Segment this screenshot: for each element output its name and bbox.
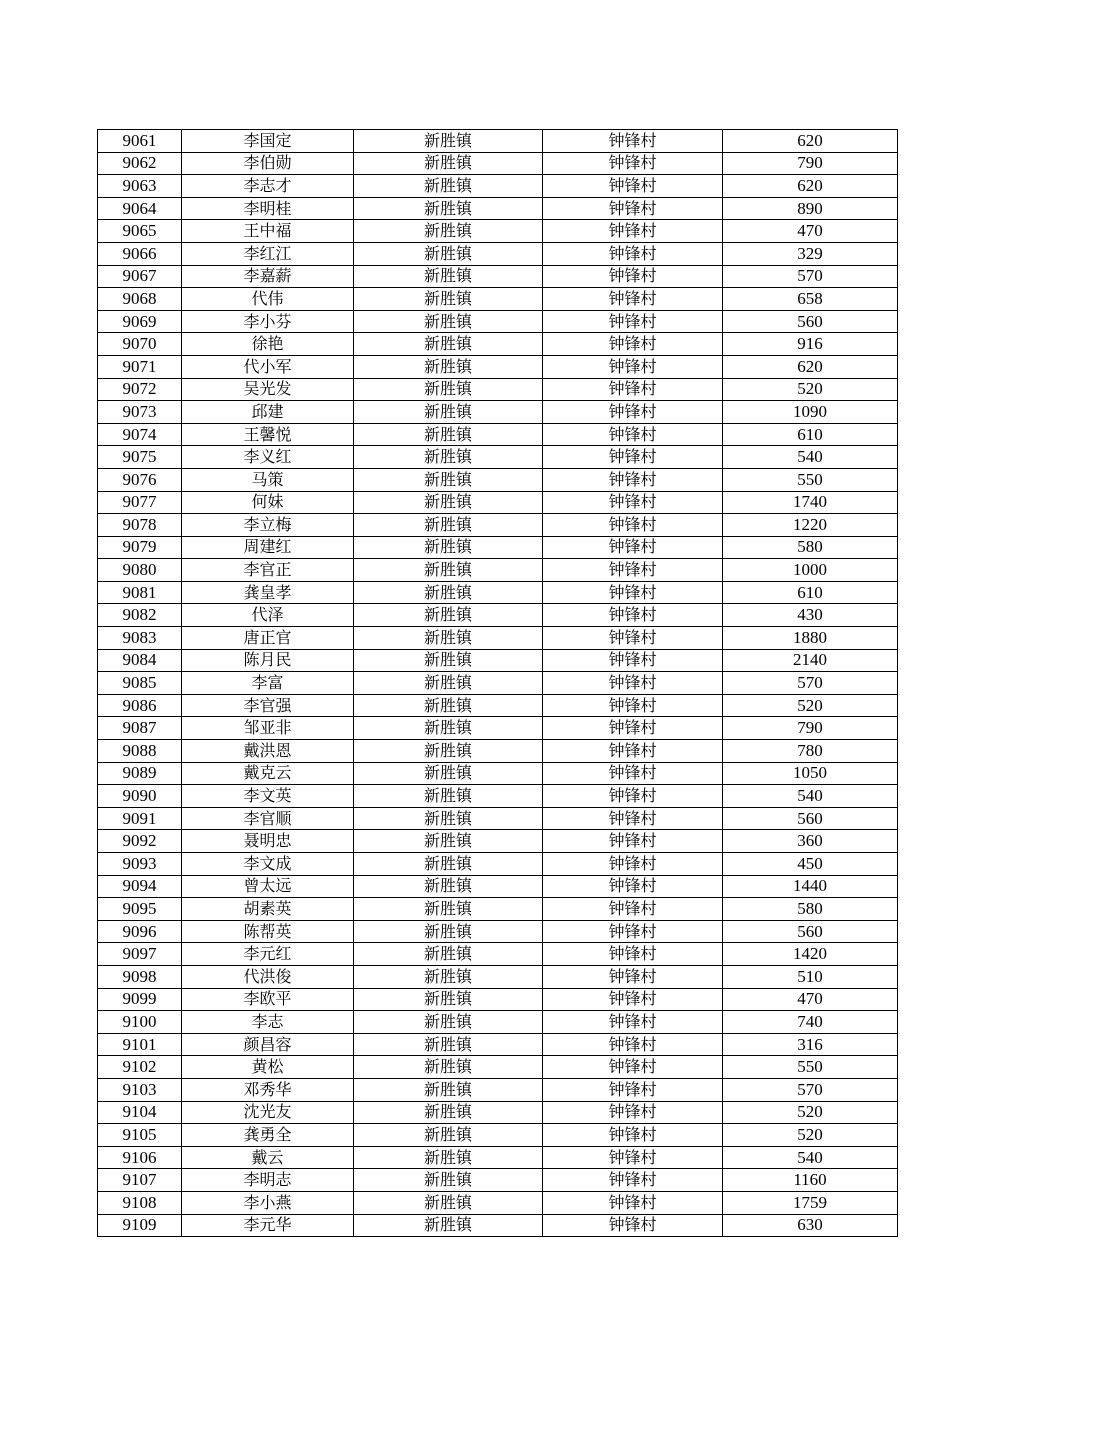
table-row — [98, 378, 898, 401]
row-village-cell: 钟锋村 — [543, 920, 723, 943]
row-village-cell: 钟锋村 — [543, 965, 723, 988]
row-town-cell: 新胜镇 — [354, 965, 543, 988]
row-town-cell: 新胜镇 — [354, 581, 543, 604]
row-amount-cell: 570 — [723, 265, 898, 288]
row-name-cell: 李官强 — [182, 694, 354, 717]
row-town-cell: 新胜镇 — [354, 1191, 543, 1214]
row-village-cell: 钟锋村 — [543, 943, 723, 966]
row-amount-cell: 1759 — [723, 1191, 898, 1214]
row-amount-cell: 1420 — [723, 943, 898, 966]
row-amount-cell: 430 — [723, 604, 898, 627]
row-town-cell: 新胜镇 — [354, 1056, 543, 1079]
row-amount-cell: 780 — [723, 740, 898, 763]
row-id-cell: 9070 — [98, 333, 182, 356]
row-town-cell: 新胜镇 — [354, 1124, 543, 1147]
table-row — [98, 830, 898, 853]
row-id-cell: 9078 — [98, 514, 182, 537]
row-name-cell: 徐艳 — [182, 333, 354, 356]
row-amount-cell: 1050 — [723, 762, 898, 785]
row-town-cell: 新胜镇 — [354, 559, 543, 582]
row-amount-cell: 1090 — [723, 401, 898, 424]
table-row — [98, 694, 898, 717]
row-town-cell: 新胜镇 — [354, 1101, 543, 1124]
row-id-cell: 9093 — [98, 853, 182, 876]
row-name-cell: 戴云 — [182, 1146, 354, 1169]
row-village-cell: 钟锋村 — [543, 1101, 723, 1124]
row-town-cell: 新胜镇 — [354, 943, 543, 966]
table-row — [98, 875, 898, 898]
row-town-cell: 新胜镇 — [354, 175, 543, 198]
row-amount-cell: 560 — [723, 920, 898, 943]
row-village-cell: 钟锋村 — [543, 491, 723, 514]
row-amount-cell: 916 — [723, 333, 898, 356]
row-name-cell: 陈帮英 — [182, 920, 354, 943]
table-row — [98, 288, 898, 311]
row-village-cell: 钟锋村 — [543, 1078, 723, 1101]
row-town-cell: 新胜镇 — [354, 1078, 543, 1101]
row-village-cell: 钟锋村 — [543, 288, 723, 311]
roster-table — [97, 129, 898, 1237]
row-amount-cell: 1220 — [723, 514, 898, 537]
row-id-cell: 9062 — [98, 152, 182, 175]
row-amount-cell: 540 — [723, 785, 898, 808]
row-town-cell: 新胜镇 — [354, 830, 543, 853]
row-town-cell: 新胜镇 — [354, 468, 543, 491]
row-name-cell: 李官顺 — [182, 807, 354, 830]
row-town-cell: 新胜镇 — [354, 740, 543, 763]
row-amount-cell: 550 — [723, 468, 898, 491]
table-row — [98, 130, 898, 153]
row-id-cell: 9074 — [98, 423, 182, 446]
table-row — [98, 740, 898, 763]
row-id-cell: 9092 — [98, 830, 182, 853]
roster-table-body — [98, 130, 898, 1237]
table-row — [98, 1146, 898, 1169]
row-village-cell: 钟锋村 — [543, 672, 723, 695]
table-row — [98, 1033, 898, 1056]
row-name-cell: 王馨悦 — [182, 423, 354, 446]
table-row — [98, 988, 898, 1011]
row-village-cell: 钟锋村 — [543, 559, 723, 582]
row-name-cell: 聂明忠 — [182, 830, 354, 853]
row-amount-cell: 360 — [723, 830, 898, 853]
row-id-cell: 9108 — [98, 1191, 182, 1214]
row-name-cell: 李明桂 — [182, 197, 354, 220]
table-row — [98, 175, 898, 198]
row-name-cell: 何妹 — [182, 491, 354, 514]
row-name-cell: 李志 — [182, 1011, 354, 1034]
row-id-cell: 9071 — [98, 355, 182, 378]
row-village-cell: 钟锋村 — [543, 310, 723, 333]
table-row — [98, 220, 898, 243]
table-row — [98, 152, 898, 175]
row-village-cell: 钟锋村 — [543, 265, 723, 288]
row-name-cell: 李文成 — [182, 853, 354, 876]
row-amount-cell: 520 — [723, 1101, 898, 1124]
row-amount-cell: 630 — [723, 1214, 898, 1237]
row-id-cell: 9102 — [98, 1056, 182, 1079]
row-id-cell: 9104 — [98, 1101, 182, 1124]
table-row — [98, 468, 898, 491]
row-id-cell: 9072 — [98, 378, 182, 401]
row-name-cell: 代洪俊 — [182, 965, 354, 988]
row-id-cell: 9086 — [98, 694, 182, 717]
table-row — [98, 649, 898, 672]
row-village-cell: 钟锋村 — [543, 581, 723, 604]
row-name-cell: 李小燕 — [182, 1191, 354, 1214]
row-amount-cell: 620 — [723, 130, 898, 153]
table-row — [98, 965, 898, 988]
row-id-cell: 9068 — [98, 288, 182, 311]
table-row — [98, 1078, 898, 1101]
row-village-cell: 钟锋村 — [543, 152, 723, 175]
row-town-cell: 新胜镇 — [354, 649, 543, 672]
row-id-cell: 9061 — [98, 130, 182, 153]
row-name-cell: 戴克云 — [182, 762, 354, 785]
row-amount-cell: 620 — [723, 175, 898, 198]
table-row — [98, 1011, 898, 1034]
row-town-cell: 新胜镇 — [354, 898, 543, 921]
row-town-cell: 新胜镇 — [354, 423, 543, 446]
row-village-cell: 钟锋村 — [543, 1124, 723, 1147]
row-name-cell: 黄松 — [182, 1056, 354, 1079]
row-id-cell: 9084 — [98, 649, 182, 672]
row-id-cell: 9087 — [98, 717, 182, 740]
table-row — [98, 333, 898, 356]
row-id-cell: 9091 — [98, 807, 182, 830]
row-village-cell: 钟锋村 — [543, 604, 723, 627]
row-village-cell: 钟锋村 — [543, 401, 723, 424]
row-village-cell: 钟锋村 — [543, 875, 723, 898]
row-village-cell: 钟锋村 — [543, 130, 723, 153]
table-row — [98, 1056, 898, 1079]
row-village-cell: 钟锋村 — [543, 468, 723, 491]
row-amount-cell: 316 — [723, 1033, 898, 1056]
table-row — [98, 581, 898, 604]
row-id-cell: 9081 — [98, 581, 182, 604]
row-town-cell: 新胜镇 — [354, 288, 543, 311]
table-row — [98, 672, 898, 695]
row-id-cell: 9069 — [98, 310, 182, 333]
row-name-cell: 李欧平 — [182, 988, 354, 1011]
row-village-cell: 钟锋村 — [543, 1169, 723, 1192]
row-name-cell: 颜昌容 — [182, 1033, 354, 1056]
row-id-cell: 9094 — [98, 875, 182, 898]
row-town-cell: 新胜镇 — [354, 672, 543, 695]
row-village-cell: 钟锋村 — [543, 536, 723, 559]
row-name-cell: 邓秀华 — [182, 1078, 354, 1101]
row-town-cell: 新胜镇 — [354, 875, 543, 898]
row-village-cell: 钟锋村 — [543, 740, 723, 763]
row-id-cell: 9066 — [98, 242, 182, 265]
row-amount-cell: 1000 — [723, 559, 898, 582]
row-town-cell: 新胜镇 — [354, 762, 543, 785]
row-name-cell: 马策 — [182, 468, 354, 491]
row-amount-cell: 2140 — [723, 649, 898, 672]
table-row — [98, 762, 898, 785]
row-village-cell: 钟锋村 — [543, 627, 723, 650]
row-name-cell: 唐正官 — [182, 627, 354, 650]
row-id-cell: 9064 — [98, 197, 182, 220]
row-amount-cell: 510 — [723, 965, 898, 988]
row-town-cell: 新胜镇 — [354, 152, 543, 175]
table-row — [98, 446, 898, 469]
row-name-cell: 代小军 — [182, 355, 354, 378]
row-id-cell: 9080 — [98, 559, 182, 582]
row-name-cell: 龚勇全 — [182, 1124, 354, 1147]
row-name-cell: 李富 — [182, 672, 354, 695]
row-id-cell: 9075 — [98, 446, 182, 469]
row-name-cell: 陈月民 — [182, 649, 354, 672]
row-town-cell: 新胜镇 — [354, 378, 543, 401]
row-amount-cell: 470 — [723, 988, 898, 1011]
row-amount-cell: 658 — [723, 288, 898, 311]
row-village-cell: 钟锋村 — [543, 1056, 723, 1079]
table-row — [98, 310, 898, 333]
row-name-cell: 龚皇孝 — [182, 581, 354, 604]
table-row — [98, 242, 898, 265]
table-row — [98, 536, 898, 559]
row-id-cell: 9096 — [98, 920, 182, 943]
row-name-cell: 李国定 — [182, 130, 354, 153]
row-town-cell: 新胜镇 — [354, 333, 543, 356]
row-village-cell: 钟锋村 — [543, 1146, 723, 1169]
row-village-cell: 钟锋村 — [543, 175, 723, 198]
row-id-cell: 9109 — [98, 1214, 182, 1237]
row-town-cell: 新胜镇 — [354, 265, 543, 288]
row-id-cell: 9063 — [98, 175, 182, 198]
row-village-cell: 钟锋村 — [543, 1191, 723, 1214]
row-village-cell: 钟锋村 — [543, 898, 723, 921]
row-town-cell: 新胜镇 — [354, 853, 543, 876]
row-amount-cell: 560 — [723, 310, 898, 333]
row-town-cell: 新胜镇 — [354, 627, 543, 650]
row-id-cell: 9085 — [98, 672, 182, 695]
row-village-cell: 钟锋村 — [543, 197, 723, 220]
table-row — [98, 627, 898, 650]
row-id-cell: 9079 — [98, 536, 182, 559]
row-amount-cell: 570 — [723, 1078, 898, 1101]
row-town-cell: 新胜镇 — [354, 242, 543, 265]
row-name-cell: 李红江 — [182, 242, 354, 265]
row-amount-cell: 620 — [723, 355, 898, 378]
row-amount-cell: 560 — [723, 807, 898, 830]
row-name-cell: 曾太远 — [182, 875, 354, 898]
row-amount-cell: 580 — [723, 898, 898, 921]
row-town-cell: 新胜镇 — [354, 401, 543, 424]
row-town-cell: 新胜镇 — [354, 1214, 543, 1237]
row-id-cell: 9076 — [98, 468, 182, 491]
row-name-cell: 李元华 — [182, 1214, 354, 1237]
table-row — [98, 1191, 898, 1214]
row-village-cell: 钟锋村 — [543, 333, 723, 356]
table-row — [98, 853, 898, 876]
row-id-cell: 9067 — [98, 265, 182, 288]
row-amount-cell: 450 — [723, 853, 898, 876]
row-village-cell: 钟锋村 — [543, 807, 723, 830]
row-town-cell: 新胜镇 — [354, 920, 543, 943]
row-name-cell: 沈光友 — [182, 1101, 354, 1124]
row-amount-cell: 580 — [723, 536, 898, 559]
row-amount-cell: 610 — [723, 581, 898, 604]
row-village-cell: 钟锋村 — [543, 988, 723, 1011]
row-amount-cell: 740 — [723, 1011, 898, 1034]
row-town-cell: 新胜镇 — [354, 514, 543, 537]
row-amount-cell: 1740 — [723, 491, 898, 514]
row-town-cell: 新胜镇 — [354, 197, 543, 220]
row-name-cell: 李立梅 — [182, 514, 354, 537]
row-town-cell: 新胜镇 — [354, 604, 543, 627]
row-id-cell: 9105 — [98, 1124, 182, 1147]
row-town-cell: 新胜镇 — [354, 807, 543, 830]
row-town-cell: 新胜镇 — [354, 310, 543, 333]
row-id-cell: 9103 — [98, 1078, 182, 1101]
row-name-cell: 邹亚非 — [182, 717, 354, 740]
row-village-cell: 钟锋村 — [543, 830, 723, 853]
row-town-cell: 新胜镇 — [354, 1169, 543, 1192]
row-amount-cell: 470 — [723, 220, 898, 243]
table-row — [98, 355, 898, 378]
row-id-cell: 9101 — [98, 1033, 182, 1056]
row-amount-cell: 520 — [723, 1124, 898, 1147]
table-row — [98, 491, 898, 514]
row-amount-cell: 540 — [723, 1146, 898, 1169]
row-amount-cell: 570 — [723, 672, 898, 695]
row-town-cell: 新胜镇 — [354, 988, 543, 1011]
row-town-cell: 新胜镇 — [354, 446, 543, 469]
row-id-cell: 9097 — [98, 943, 182, 966]
row-id-cell: 9099 — [98, 988, 182, 1011]
row-id-cell: 9100 — [98, 1011, 182, 1034]
row-name-cell: 代泽 — [182, 604, 354, 627]
row-name-cell: 王中福 — [182, 220, 354, 243]
table-row — [98, 604, 898, 627]
row-amount-cell: 790 — [723, 152, 898, 175]
row-town-cell: 新胜镇 — [354, 130, 543, 153]
row-name-cell: 周建红 — [182, 536, 354, 559]
row-name-cell: 戴洪恩 — [182, 740, 354, 763]
row-amount-cell: 1880 — [723, 627, 898, 650]
row-name-cell: 吴光发 — [182, 378, 354, 401]
table-row — [98, 943, 898, 966]
row-village-cell: 钟锋村 — [543, 717, 723, 740]
table-row — [98, 920, 898, 943]
row-id-cell: 9106 — [98, 1146, 182, 1169]
row-village-cell: 钟锋村 — [543, 378, 723, 401]
table-row — [98, 197, 898, 220]
row-village-cell: 钟锋村 — [543, 242, 723, 265]
row-id-cell: 9073 — [98, 401, 182, 424]
table-row — [98, 423, 898, 446]
row-village-cell: 钟锋村 — [543, 649, 723, 672]
row-id-cell: 9077 — [98, 491, 182, 514]
row-name-cell: 李元红 — [182, 943, 354, 966]
row-id-cell: 9090 — [98, 785, 182, 808]
table-row — [98, 265, 898, 288]
row-village-cell: 钟锋村 — [543, 853, 723, 876]
row-name-cell: 李嘉薪 — [182, 265, 354, 288]
row-town-cell: 新胜镇 — [354, 491, 543, 514]
row-amount-cell: 790 — [723, 717, 898, 740]
row-village-cell: 钟锋村 — [543, 785, 723, 808]
row-id-cell: 9107 — [98, 1169, 182, 1192]
row-amount-cell: 520 — [723, 694, 898, 717]
row-amount-cell: 329 — [723, 242, 898, 265]
row-id-cell: 9089 — [98, 762, 182, 785]
row-village-cell: 钟锋村 — [543, 762, 723, 785]
row-village-cell: 钟锋村 — [543, 514, 723, 537]
row-name-cell: 李官正 — [182, 559, 354, 582]
row-village-cell: 钟锋村 — [543, 220, 723, 243]
row-amount-cell: 550 — [723, 1056, 898, 1079]
row-name-cell: 李文英 — [182, 785, 354, 808]
row-amount-cell: 1440 — [723, 875, 898, 898]
row-amount-cell: 520 — [723, 378, 898, 401]
row-id-cell: 9083 — [98, 627, 182, 650]
table-row — [98, 1101, 898, 1124]
row-name-cell: 李明志 — [182, 1169, 354, 1192]
row-town-cell: 新胜镇 — [354, 785, 543, 808]
table-row — [98, 898, 898, 921]
row-name-cell: 李义红 — [182, 446, 354, 469]
row-id-cell: 9082 — [98, 604, 182, 627]
table-row — [98, 807, 898, 830]
row-village-cell: 钟锋村 — [543, 1214, 723, 1237]
row-town-cell: 新胜镇 — [354, 1033, 543, 1056]
row-name-cell: 李小芬 — [182, 310, 354, 333]
row-name-cell: 代伟 — [182, 288, 354, 311]
row-town-cell: 新胜镇 — [354, 717, 543, 740]
table-row — [98, 559, 898, 582]
row-town-cell: 新胜镇 — [354, 536, 543, 559]
table-row — [98, 1124, 898, 1147]
table-row — [98, 717, 898, 740]
row-name-cell: 李志才 — [182, 175, 354, 198]
row-amount-cell: 610 — [723, 423, 898, 446]
row-village-cell: 钟锋村 — [543, 355, 723, 378]
row-town-cell: 新胜镇 — [354, 220, 543, 243]
row-village-cell: 钟锋村 — [543, 694, 723, 717]
table-row — [98, 514, 898, 537]
row-town-cell: 新胜镇 — [354, 1011, 543, 1034]
table-row — [98, 785, 898, 808]
row-village-cell: 钟锋村 — [543, 1011, 723, 1034]
table-row — [98, 1214, 898, 1237]
row-id-cell: 9088 — [98, 740, 182, 763]
row-town-cell: 新胜镇 — [354, 355, 543, 378]
row-town-cell: 新胜镇 — [354, 694, 543, 717]
row-name-cell: 邱建 — [182, 401, 354, 424]
row-village-cell: 钟锋村 — [543, 1033, 723, 1056]
row-id-cell: 9065 — [98, 220, 182, 243]
row-village-cell: 钟锋村 — [543, 446, 723, 469]
table-row — [98, 401, 898, 424]
row-town-cell: 新胜镇 — [354, 1146, 543, 1169]
row-id-cell: 9098 — [98, 965, 182, 988]
row-name-cell: 李伯勋 — [182, 152, 354, 175]
table-row — [98, 1169, 898, 1192]
row-village-cell: 钟锋村 — [543, 423, 723, 446]
row-amount-cell: 540 — [723, 446, 898, 469]
row-name-cell: 胡素英 — [182, 898, 354, 921]
row-amount-cell: 1160 — [723, 1169, 898, 1192]
row-amount-cell: 890 — [723, 197, 898, 220]
row-id-cell: 9095 — [98, 898, 182, 921]
